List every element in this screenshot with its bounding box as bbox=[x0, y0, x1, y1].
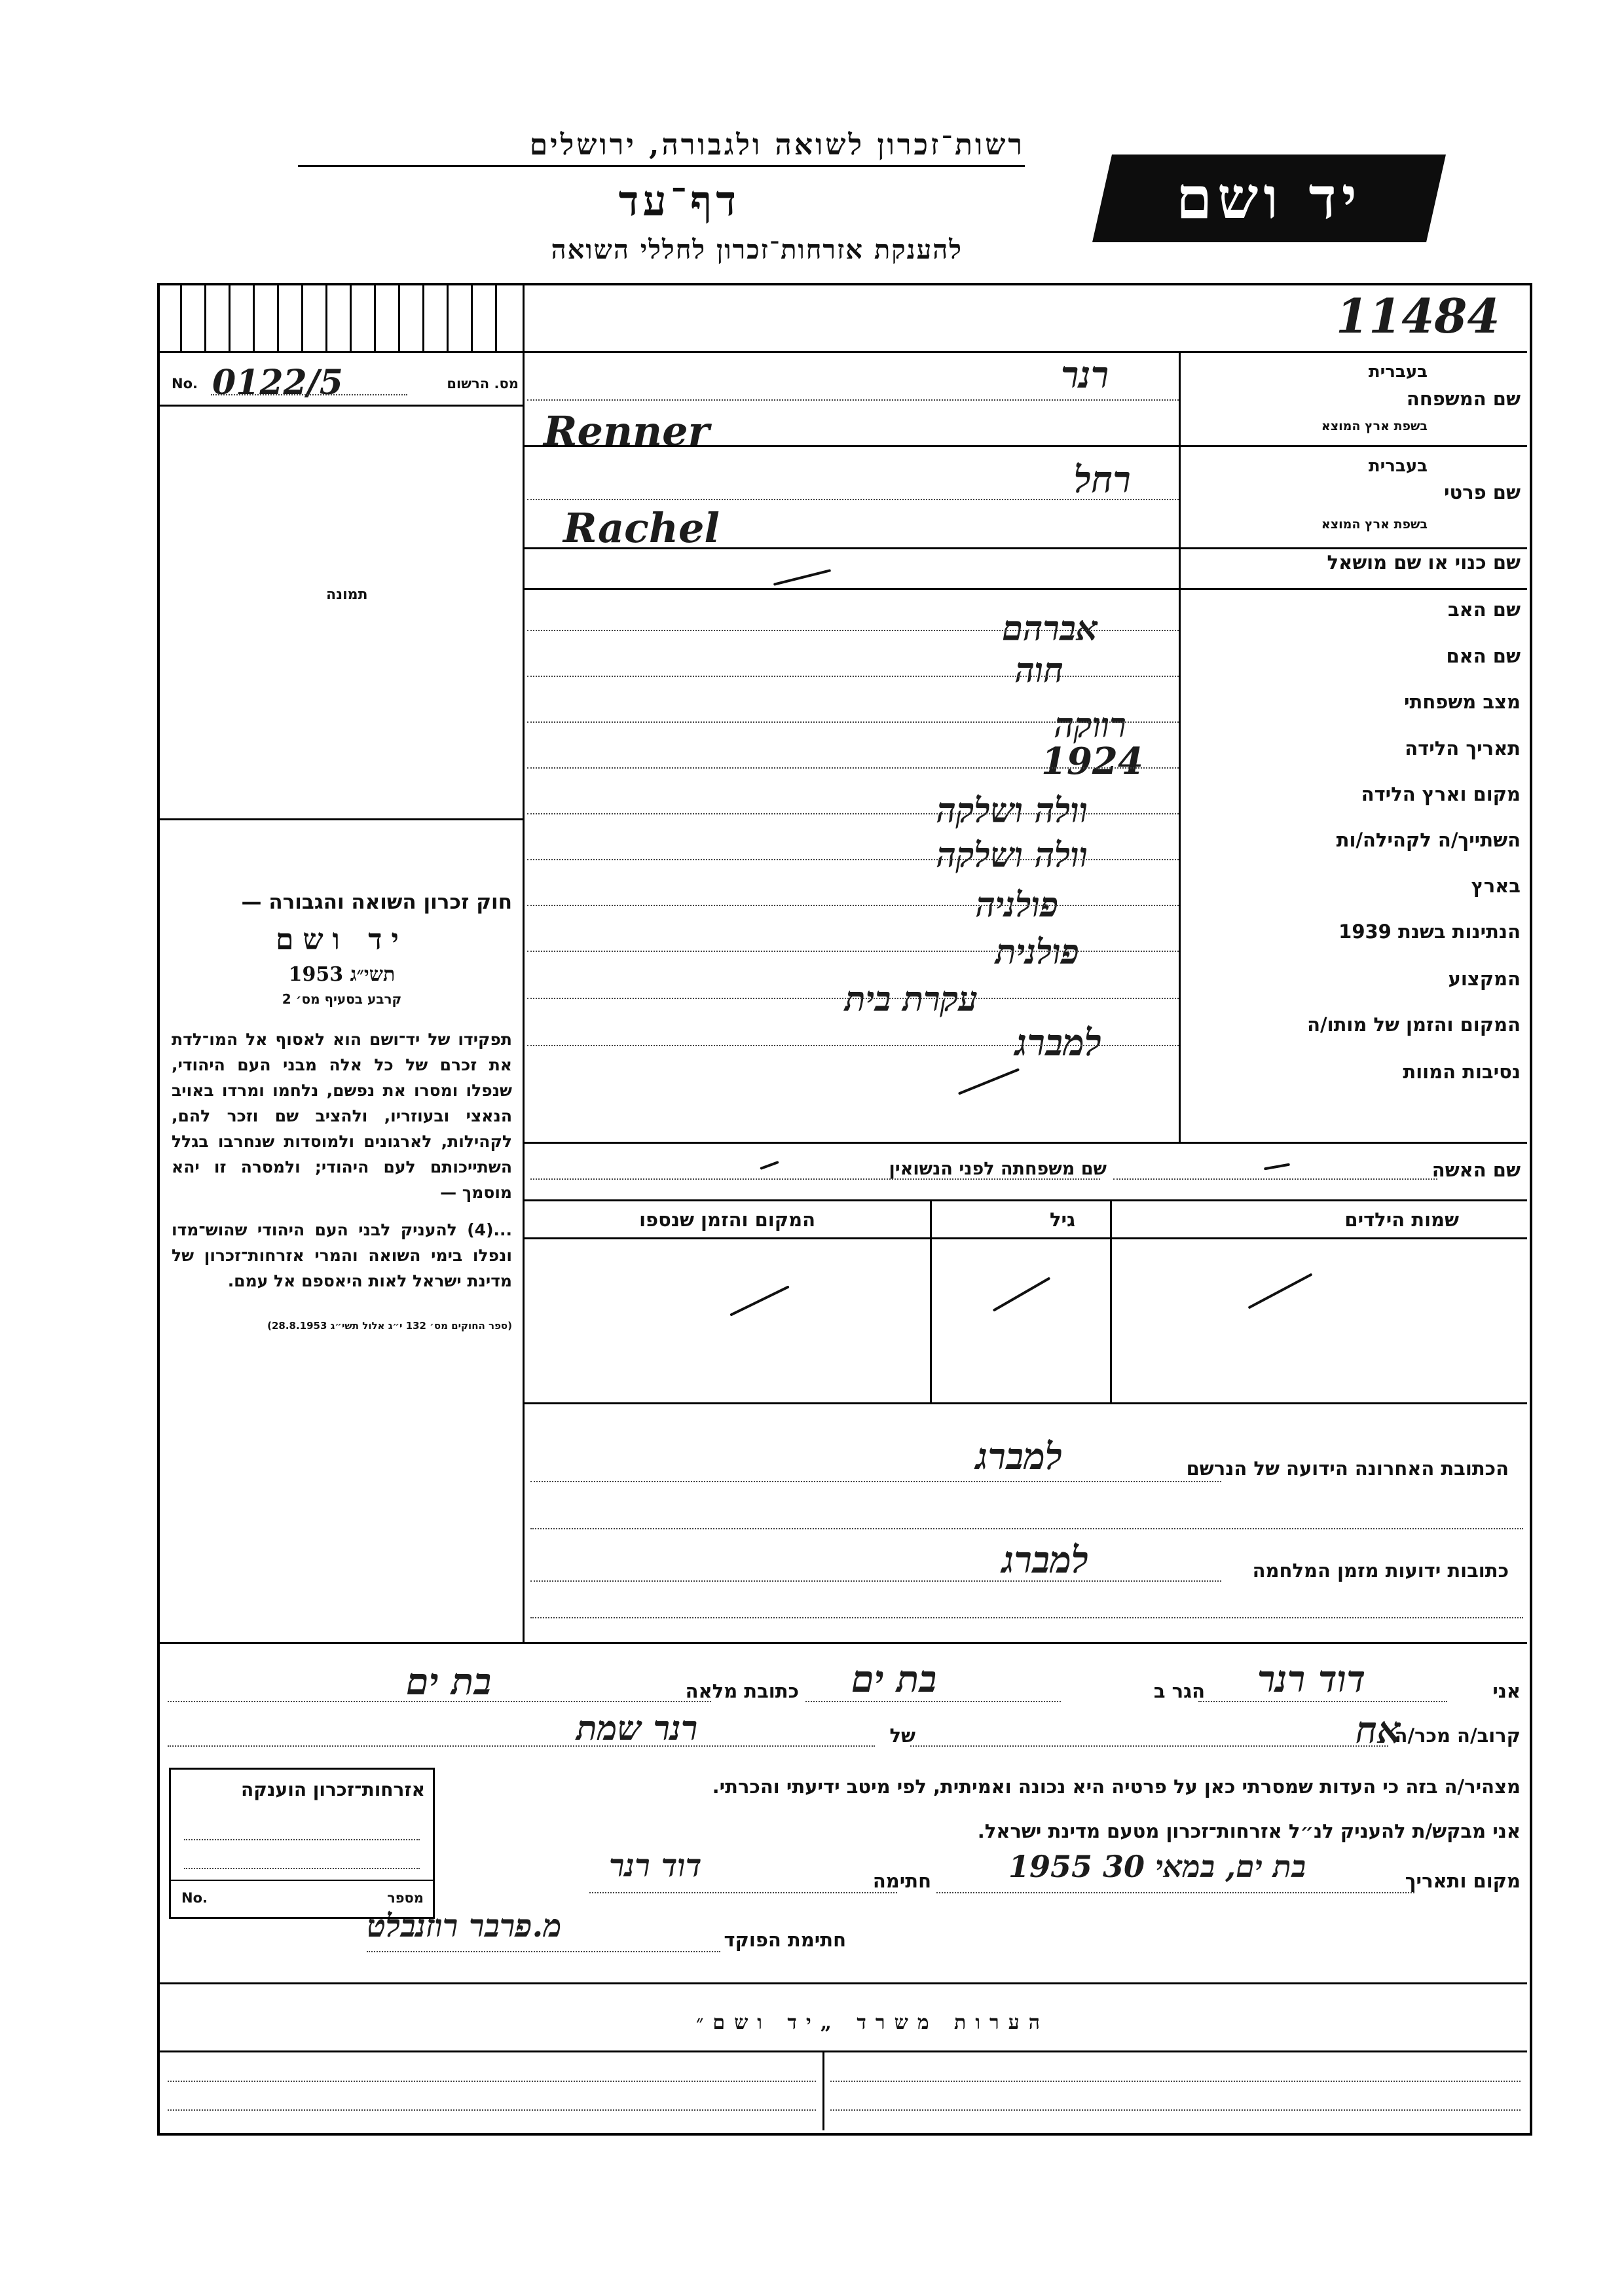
country-value: פולניה bbox=[976, 885, 1059, 925]
wife-name-label: שם האשה bbox=[1431, 1159, 1521, 1181]
marital-status-label: מצב משפחתי bbox=[1403, 691, 1521, 713]
declarant-name: דוד רנר bbox=[1257, 1658, 1366, 1701]
profession-label: המקצוע bbox=[1448, 968, 1521, 990]
law-text-2: ...(4) להעניק לבני העם היהודי שהוש־מדו ונפלו בימי השואה והמרי אזרחות־זכרון של מדינת ישראל לאות היאספם אל עמם. bbox=[172, 1220, 512, 1290]
father-name-label: שם האב bbox=[1447, 598, 1521, 621]
officer-signature: מ.פרבר רוזנבלט bbox=[367, 1908, 562, 1944]
death-circumstances-label: נסיבות המוות bbox=[1403, 1061, 1521, 1083]
registration-row bbox=[172, 363, 519, 403]
form-title: דף־עד bbox=[618, 177, 740, 226]
authority-underline bbox=[298, 165, 1025, 167]
war-address-label: כתובות ידועות מזמן המלחמה bbox=[1252, 1559, 1509, 1582]
registration-number: 0122/5 bbox=[212, 363, 343, 403]
registration-no-label: No. bbox=[172, 376, 198, 392]
place-date-label: מקום ותאריך bbox=[1405, 1870, 1521, 1892]
birth-date-label: תאריך הלידה bbox=[1405, 737, 1521, 759]
left-column-divider bbox=[523, 285, 525, 1642]
label-column-divider bbox=[1179, 351, 1181, 1142]
father-name-value: אברהם bbox=[1002, 609, 1098, 649]
declarant-signature: דוד רנר bbox=[609, 1848, 702, 1884]
photo-label: תמונה bbox=[326, 587, 368, 603]
registration-label: מס. הרשום bbox=[447, 376, 519, 392]
community-label: השתייך/ה לקהילה/ות bbox=[1336, 829, 1521, 851]
birth-place-value: וולה ושלקה bbox=[936, 791, 1088, 831]
country-label: בארץ bbox=[1471, 875, 1521, 897]
mother-name-label: שם האם bbox=[1446, 645, 1521, 667]
death-place-time-value: למברג bbox=[1015, 1021, 1102, 1065]
birth-date-value: 1924 bbox=[1041, 740, 1143, 783]
surname-label: שם המשפחה bbox=[1406, 388, 1521, 410]
citizenship-granted-box bbox=[169, 1768, 435, 1919]
first-name-label: שם פרטי bbox=[1443, 481, 1521, 503]
authority-title: רשות־זכרון לשואה ולגבורה, ירושלים bbox=[529, 128, 1025, 162]
relation-value: אח bbox=[1356, 1709, 1401, 1752]
children-age-header: גיל bbox=[1049, 1209, 1075, 1231]
death-place-time-label: המקום והזמן של מותו/ה bbox=[1307, 1013, 1521, 1036]
citizenship-number-label: מספר bbox=[387, 1890, 424, 1906]
yad-vashem-logo bbox=[1092, 149, 1446, 247]
officer-signature-label: חתימת הפוקד bbox=[724, 1929, 846, 1951]
law-source: (ספר החוקים מס׳ 132 י״ג אלול תשי״ג 28.8.1953) bbox=[267, 1320, 512, 1332]
law-name: יד ושם bbox=[276, 923, 408, 957]
children-place-header: המקום והזמן שנספו bbox=[639, 1209, 815, 1231]
of-label: של bbox=[889, 1724, 915, 1747]
of-name-value: רנר שמת bbox=[576, 1709, 698, 1749]
marital-status-value: רווקה bbox=[1054, 706, 1126, 746]
declaration-text: מצהיר/ה בזה כי העדות שמסרתי כאן על פרטיה היא נכונה ואמיתית, לפי מיטב ידיעתי והכרתי. bbox=[712, 1776, 1521, 1798]
stamp-number: 11484 bbox=[1336, 288, 1500, 344]
surname-origin-value: Renner bbox=[544, 407, 710, 455]
notes-title: הערות משרד „יד ושם״ bbox=[695, 2011, 1049, 2034]
place-date-value: בת ים, במאי 30 1955 bbox=[1008, 1849, 1306, 1884]
nickname-label: שם כנוי או שם מושאל bbox=[1327, 551, 1521, 574]
declarant-address: בת ים bbox=[406, 1660, 492, 1704]
citizenship-1939-value: פולנית bbox=[995, 932, 1080, 972]
first-name-hebrew-sub: בעברית bbox=[1368, 456, 1428, 476]
law-text-1: תפקידו של יד־ושם הוא לאסוף אל המו־לדת את זכרם של כל אלה מבני העם היהודי, שנפלו ומסרו את נפשם, נלחמו ומרדו באויב הנאצי ובעוזריו, ולהציב שם וזכר להם, לקהילות, לארגונים ולמוסדות שנחרבו בגלל השתייכותם לעם היהודי; ולמסרה זו יהא מוסמך — bbox=[172, 1030, 512, 1202]
citizenship-1939-label: הנתינות בשנת 1939 bbox=[1338, 920, 1521, 943]
declarant-i-label: אני bbox=[1492, 1680, 1521, 1702]
citizenship-no-label: No. bbox=[181, 1890, 208, 1906]
full-address-label: כתובת מלאה bbox=[685, 1680, 799, 1702]
law-clause: קרבע בסעיף מס׳ 2 bbox=[282, 991, 402, 1007]
declarant-city: בת ים bbox=[851, 1658, 937, 1701]
surname-hebrew-sub: בעברית bbox=[1368, 362, 1428, 382]
surname-origin-sub: בשפת ארץ המוצא bbox=[1321, 419, 1428, 433]
first-name-origin-value: Rachel bbox=[563, 504, 720, 552]
last-address-label: הכתובת האחרונה הידועה של הנרשם bbox=[1186, 1457, 1509, 1480]
logo-text: יד ושם bbox=[1176, 164, 1362, 232]
first-name-hebrew-value: רחל bbox=[1074, 458, 1131, 501]
maiden-name-label: שם משפחתה לפני הנשואין bbox=[889, 1159, 1107, 1179]
first-name-origin-sub: בשפת ארץ המוצא bbox=[1321, 517, 1428, 532]
relation-label: קרוב/ה מכר/ה bbox=[1394, 1724, 1521, 1747]
children-names-header: שמות הילדים bbox=[1344, 1209, 1459, 1231]
mother-name-value: חוה bbox=[1015, 651, 1063, 691]
form-subtitle: להענקת אזרחות־זכרון לחללי השואה bbox=[551, 234, 963, 265]
request-text: אני מבקש/ת להעניק לנ״ל אזרחות־זכרון מטעם מדינת ישראל. bbox=[977, 1820, 1521, 1842]
law-title: חוק זכרון השואה והגבורה — bbox=[241, 890, 512, 914]
law-year: תשי״ג 1953 bbox=[288, 963, 396, 986]
birth-place-label: מקום וארץ הלידה bbox=[1361, 783, 1521, 805]
war-address-value: למברג bbox=[1002, 1539, 1089, 1582]
resides-label: הגר ב bbox=[1153, 1680, 1205, 1702]
last-address-value: למברג bbox=[976, 1435, 1063, 1478]
profession-value: עקרת בית bbox=[845, 979, 978, 1019]
law-block bbox=[172, 890, 512, 1332]
signature-label: חתימה bbox=[872, 1870, 931, 1892]
community-value: וולה ושלקה bbox=[936, 835, 1088, 875]
surname-hebrew-value: רנר bbox=[1061, 354, 1109, 397]
citizenship-granted-title: אזרחות־זכרון הוענקה bbox=[241, 1779, 425, 1800]
